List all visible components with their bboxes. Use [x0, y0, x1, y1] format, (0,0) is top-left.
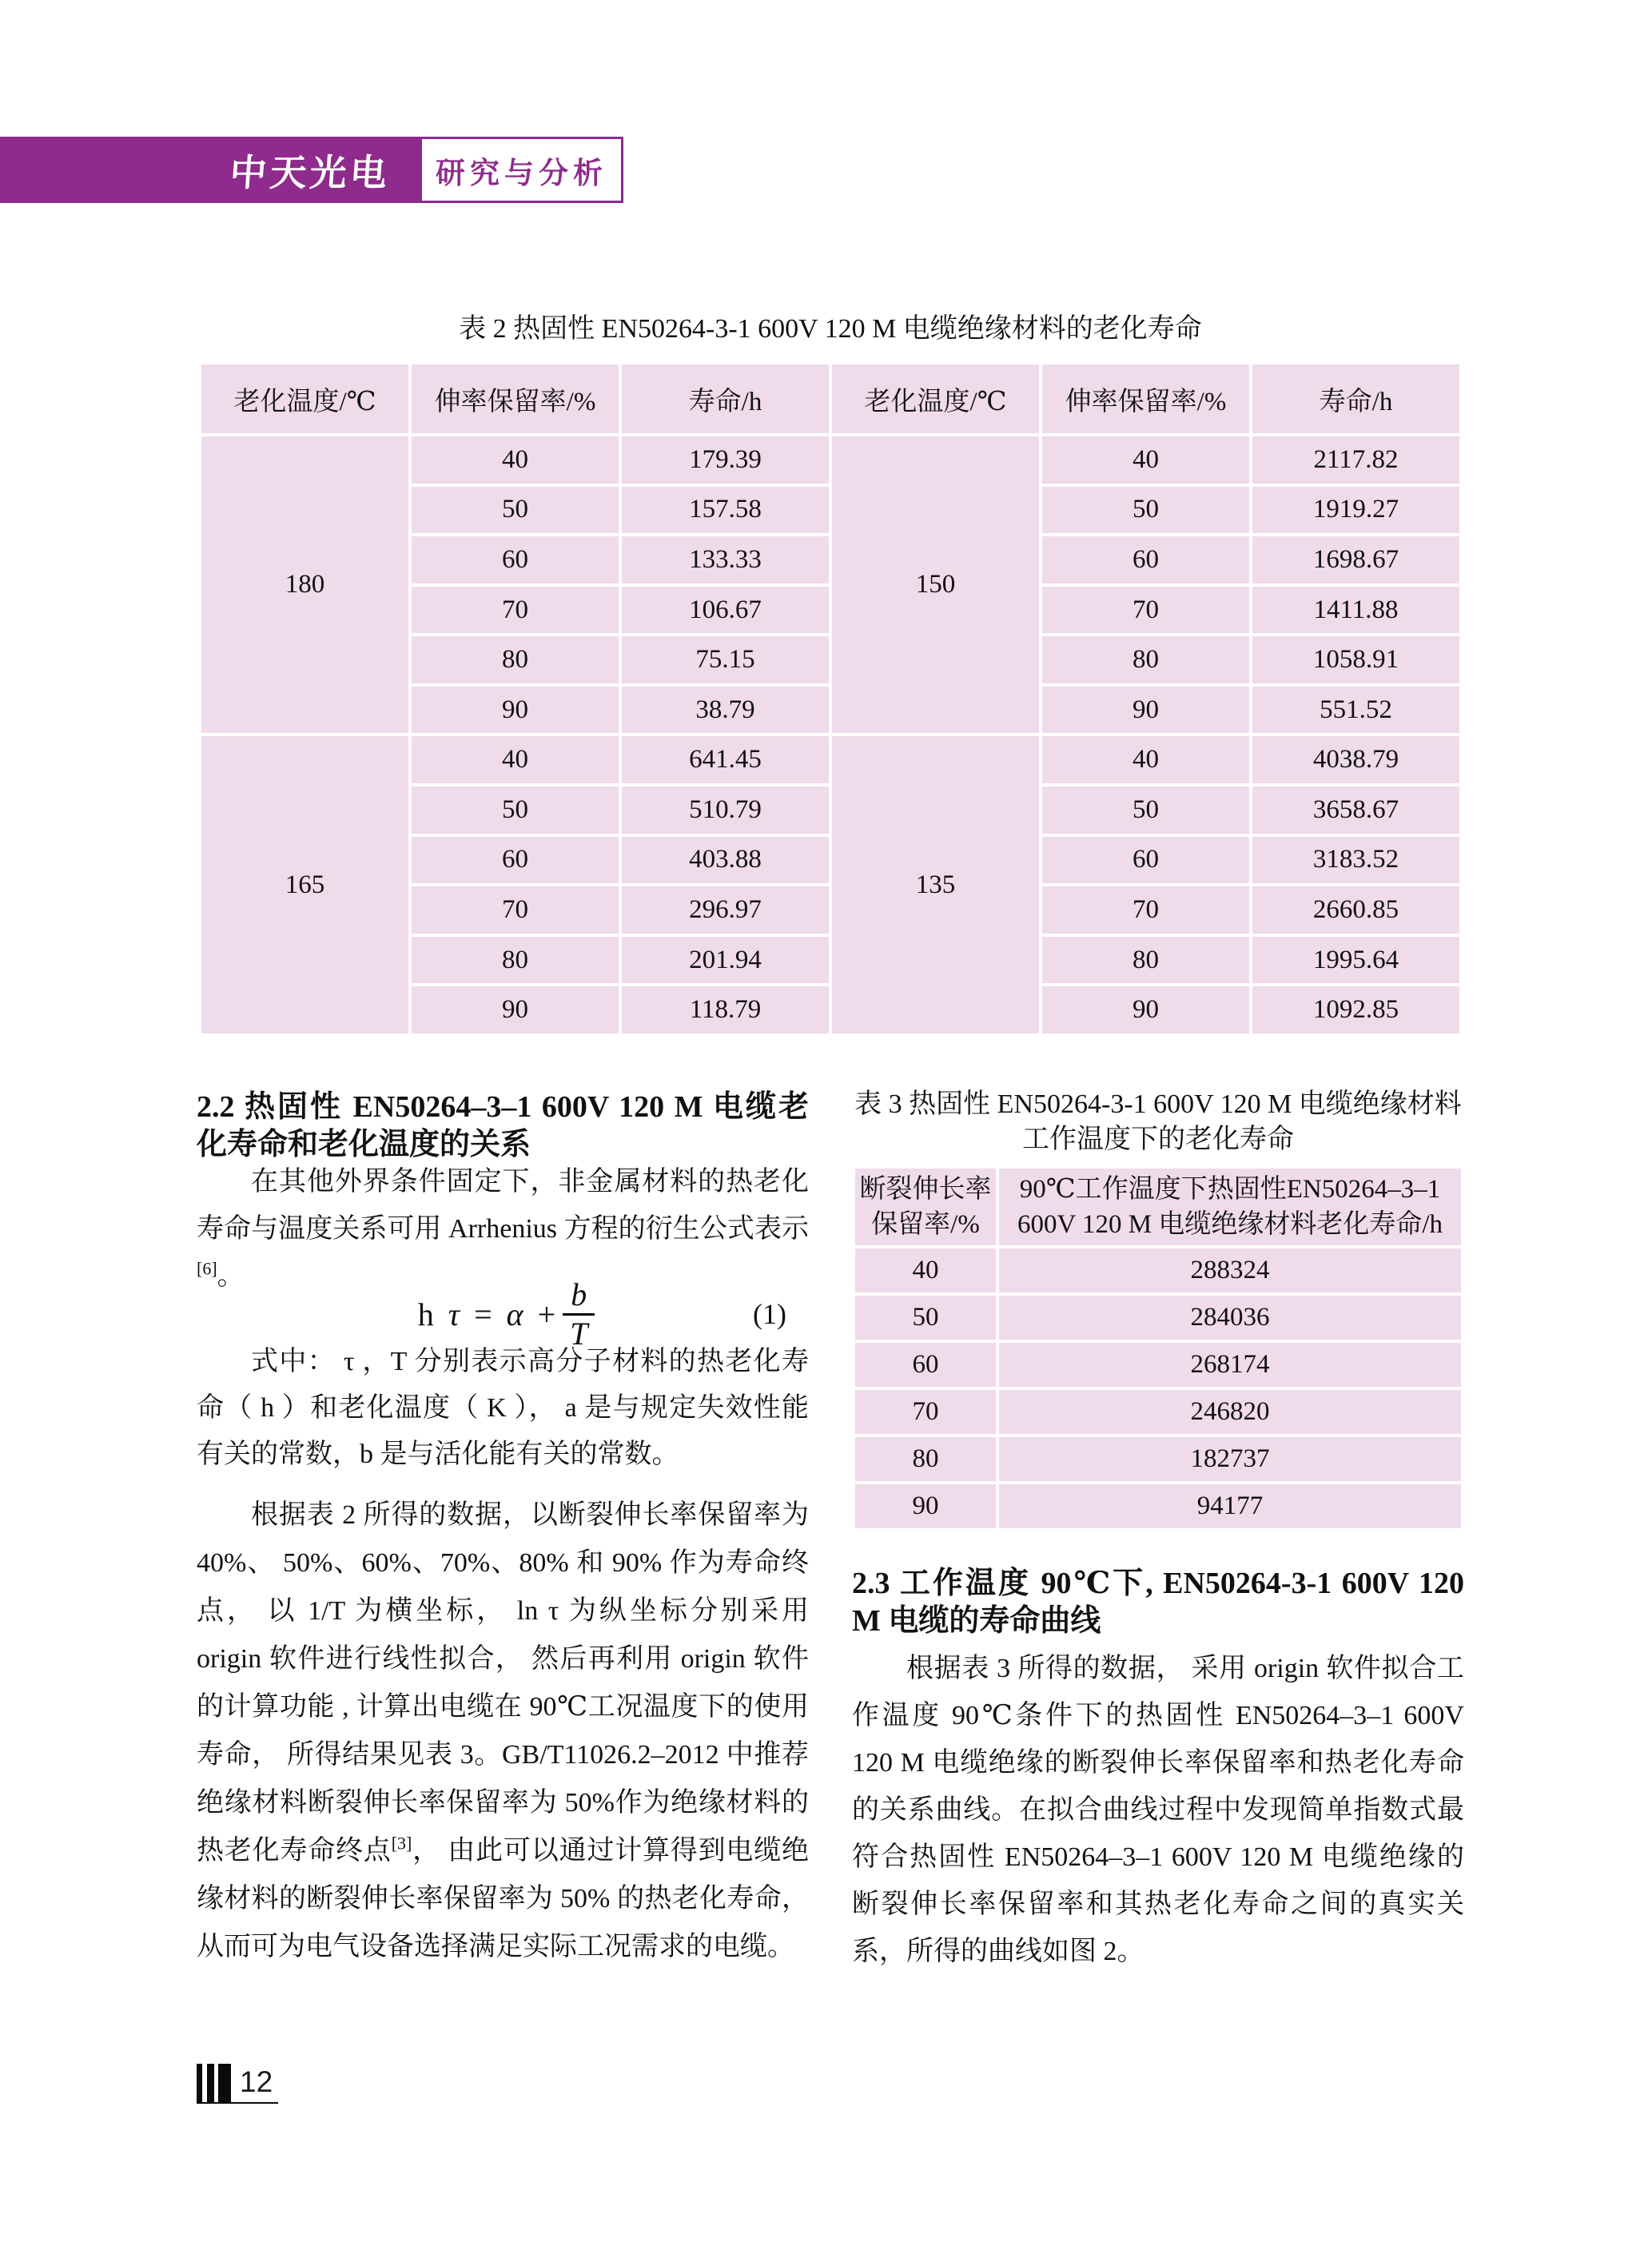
t2-life-cell: 641.45	[622, 736, 829, 783]
t2-life-cell: 551.52	[1252, 687, 1459, 734]
t2-life-cell: 201.94	[622, 937, 829, 984]
t3-row	[855, 1437, 1461, 1481]
t2-life-cell: 2660.85	[1252, 886, 1459, 934]
t2-header-cell: 老化温度/℃	[201, 364, 408, 433]
section-2-3-heading: 2.3 工作温度 90℃下, EN50264-3-1 600V 120 M 电缆的寿命曲线	[852, 1567, 1464, 1638]
section-2-2-paragraph-2: 式中： τ ，T 分别表示高分子材料的热老化寿命（ h ）和老化温度（ K ）， a 是与规定失效性能有关的常数，b 是与活化能有关的常数。	[197, 1347, 809, 1469]
footer-bar-icon	[218, 2064, 231, 2103]
t2-life-cell: 3183.52	[1252, 837, 1459, 884]
t2-retention-cell: 70	[1042, 587, 1249, 634]
equation-lhs: h	[417, 1296, 434, 1332]
paragraph-text: 根据表 2 所得的数据，以断裂伸长率保留率为 40%、 50%、60%、70%、80% 和 90% 作为寿命终点， 以 1/T 为横坐标， ln τ 为纵坐标分别采用 origin 软件进行线性拟合， 然后再利用 origin 软件的计算功能 , 计算出电缆在 90℃工况温度下的使用寿命， 所得结果见表 3。GB/T11026.2–2012 中推荐绝缘材料断裂伸长率保留率为 50%作为绝缘材料的热老化寿命终点	[197, 1500, 809, 1866]
t2-retention-cell: 50	[412, 487, 619, 534]
t2-life-cell: 1058.91	[1252, 636, 1459, 683]
t2-life-cell: 75.15	[622, 636, 829, 683]
t2-life-cell: 106.67	[622, 587, 829, 634]
t3-life-cell: 268174	[999, 1343, 1461, 1387]
fraction-denominator: T	[570, 1315, 588, 1352]
paragraph-text: 在其他外界条件固定下，非金属材料的热老化寿命与温度关系可用 Arrhenius 方程的衍生公式表示	[197, 1167, 809, 1244]
t2-header-row	[201, 364, 1459, 433]
table2-title: 表 2 热固性 EN50264-3-1 600V 120 M 电缆绝缘材料的老化寿命	[459, 314, 1202, 344]
t2-life-cell: 1092.85	[1252, 986, 1459, 1033]
t3-header-retention: 断裂伸长率保留率/%	[855, 1169, 996, 1245]
t2-retention-cell: 40	[1042, 436, 1249, 484]
reference-mark: [6]	[197, 1258, 217, 1279]
t3-life-cell: 246820	[999, 1390, 1461, 1434]
header-bar	[0, 137, 623, 203]
t2-header-cell: 寿命/h	[1252, 364, 1459, 433]
t2-row	[201, 436, 1459, 484]
section-tag-label: 研究与分析	[436, 156, 607, 189]
t2-life-cell: 179.39	[622, 436, 829, 484]
t2-retention-cell: 50	[1042, 487, 1249, 534]
t3-row	[855, 1248, 1461, 1292]
t2-retention-cell: 40	[1042, 736, 1249, 783]
t2-retention-cell: 90	[1042, 986, 1249, 1033]
t2-temp-cell: 165	[201, 736, 408, 1033]
t2-life-cell: 2117.82	[1252, 436, 1459, 484]
t2-life-cell: 1698.67	[1252, 536, 1459, 583]
brand-logo: 中天光电	[228, 152, 392, 193]
t2-life-cell: 38.79	[622, 687, 829, 734]
t3-retention-cell: 60	[855, 1343, 996, 1387]
t3-row	[855, 1343, 1461, 1387]
footer-rule	[197, 2102, 278, 2104]
t3-row	[855, 1390, 1461, 1434]
fraction-numerator: b	[563, 1278, 595, 1316]
t2-header-cell: 老化温度/℃	[832, 364, 1039, 433]
t3-retention-cell: 40	[855, 1248, 996, 1292]
footer-bar-icon	[207, 2064, 214, 2103]
t2-retention-cell: 60	[412, 536, 619, 583]
paragraph-text: ， 由此可以通过计算得到电缆绝缘材料的断裂伸长率保留率为 50% 的热老化寿命， 从而可为电气设备选择满足实际工况需求的电缆。	[197, 1836, 810, 1961]
section-tag-box	[420, 137, 623, 203]
equation-equals: =	[474, 1296, 492, 1332]
t2-life-cell: 1919.27	[1252, 487, 1459, 534]
reference-mark: [3]	[391, 1833, 412, 1854]
footer-bar-icon	[197, 2064, 202, 2103]
t3-retention-cell: 80	[855, 1437, 996, 1481]
section-2-3-paragraph: 根据表 3 所得的数据， 采用 origin 软件拟合工作温度 90℃条件下的热固性 EN50264–3–1 600V 120 M 电缆绝缘的断裂伸长率保留率和热老化寿命的关系曲线。在拟合曲线过程中发现简单指数式最符合热固性 EN50264–3–1 600V 120 M 电缆绝缘的断裂伸长率保留率和其热老化寿命之间的真实关系，所得的曲线如图 2。	[852, 1654, 1464, 1966]
table3	[852, 1165, 1464, 1531]
page-number: 12	[240, 2065, 273, 2098]
t2-retention-cell: 80	[412, 937, 619, 984]
t2-temp-cell: 180	[201, 436, 408, 733]
t2-retention-cell: 60	[1042, 536, 1249, 583]
t3-life-cell: 94177	[999, 1484, 1461, 1528]
t3-header-life: 90℃工作温度下热固性EN50264–3–1 600V 120 M 电缆绝缘材料老化寿命/h	[999, 1169, 1461, 1245]
t2-retention-cell: 90	[1042, 687, 1249, 734]
t2-retention-cell: 60	[412, 837, 619, 884]
t2-row	[201, 736, 1459, 783]
t3-row	[855, 1296, 1461, 1340]
t2-life-cell: 296.97	[622, 886, 829, 934]
t3-life-cell: 288324	[999, 1248, 1461, 1292]
equation-alpha: α	[506, 1296, 523, 1332]
t2-temp-cell: 135	[832, 736, 1039, 1033]
t3-header-row	[855, 1169, 1461, 1245]
equation-tau: τ	[448, 1296, 460, 1332]
t3-life-cell: 182737	[999, 1437, 1461, 1481]
t2-life-cell: 118.79	[622, 986, 829, 1033]
t3-retention-cell: 50	[855, 1296, 996, 1340]
t2-retention-cell: 70	[1042, 886, 1249, 934]
t2-header-cell: 伸率保留率/%	[412, 364, 619, 433]
t2-retention-cell: 70	[412, 886, 619, 934]
t2-retention-cell: 70	[412, 587, 619, 634]
t2-life-cell: 3658.67	[1252, 786, 1459, 834]
t2-retention-cell: 90	[412, 687, 619, 734]
t2-retention-cell: 80	[1042, 636, 1249, 683]
t2-retention-cell: 50	[1042, 786, 1249, 834]
t2-retention-cell: 50	[412, 786, 619, 834]
t2-header-cell: 伸率保留率/%	[1042, 364, 1249, 433]
paragraph-text: 。	[217, 1261, 245, 1291]
t2-life-cell: 403.88	[622, 837, 829, 884]
t3-retention-cell: 70	[855, 1390, 996, 1434]
t2-retention-cell: 40	[412, 436, 619, 484]
t2-life-cell: 1411.88	[1252, 587, 1459, 634]
t2-header-cell: 寿命/h	[622, 364, 829, 433]
t2-life-cell: 1995.64	[1252, 937, 1459, 984]
table3-title: 表 3 热固性 EN50264-3-1 600V 120 M 电缆绝缘材料工作温度下的老化寿命	[854, 1089, 1462, 1154]
equation-number: (1)	[753, 1298, 786, 1330]
t2-life-cell: 157.58	[622, 487, 829, 534]
t3-life-cell: 284036	[999, 1296, 1461, 1340]
footer-marks	[197, 2064, 516, 2112]
t3-row	[855, 1484, 1461, 1528]
section-2-2-paragraph-3	[197, 1491, 809, 1971]
t2-life-cell: 4038.79	[1252, 736, 1459, 783]
t2-retention-cell: 40	[412, 736, 619, 783]
t2-retention-cell: 80	[1042, 937, 1249, 984]
t2-retention-cell: 80	[412, 636, 619, 683]
table2	[198, 361, 1463, 1037]
t2-life-cell: 510.79	[622, 786, 829, 834]
t2-life-cell: 133.33	[622, 536, 829, 583]
section-2-2-heading: 2.2 热固性 EN50264–3–1 600V 120 M 电缆老化寿命和老化温度的关系	[197, 1090, 809, 1161]
t2-retention-cell: 90	[412, 986, 619, 1033]
t3-retention-cell: 90	[855, 1484, 996, 1528]
equation-plus: +	[537, 1296, 556, 1332]
t2-temp-cell: 150	[832, 436, 1039, 733]
t2-retention-cell: 60	[1042, 837, 1249, 884]
